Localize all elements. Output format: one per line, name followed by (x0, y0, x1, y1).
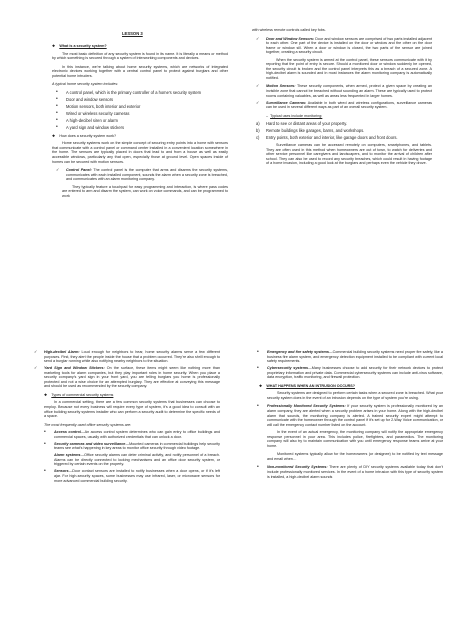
list-item (66, 168, 228, 182)
item-text: —Mounted cameras in commercial buildings help security teams see what’s happening in key areas to monitor office security through video footage. (54, 441, 221, 451)
item-label: Cybersecurity systems (267, 366, 309, 371)
item-label: Security cameras and video surveillance (54, 441, 126, 446)
item-text: On the surface, these items might seem like nothing more than marketing tools for alarm companies, but they play important roles in home security. When you place a security company’s yard sign in your front yard, you are telling burglars you home is professionally protected and not a wise choice for an attempted burglary. They are effective at conveying this message and should be used as recommended by the security company. (44, 366, 220, 389)
item-label: Emergency and fire safety systems (267, 350, 329, 354)
heading-text: WHAT HAPPENS WHEN AN INTRUSION OCCURS? (266, 383, 356, 388)
list-item: • A control panel, which is the primary controller of a home’s security system (66, 90, 228, 95)
list-item (266, 101, 432, 110)
paragraph: The most basic definition of any security system is found in its name. It is literally a means or method by which something is secured through a system of interworking components and devices. (52, 51, 228, 61)
list-item (54, 430, 220, 439)
list-item: • A yard sign and window stickers (66, 125, 228, 130)
item-label: Access control (54, 430, 81, 435)
item-text: These security components, when armed, protect a given space by creating an invisible zone that cannot be breached without sounding an alarm. These are typically used to protect rooms containing valuables, as well as areas less frequented in larger homes. (266, 84, 432, 98)
item-label: Control Panel: (66, 168, 92, 173)
item-text: There are plenty of DIY security systems available today that don’t include professionally monitored services. In the event of a home intrusion with this type of security system is installed, a high-decibel alarm sounds (267, 465, 443, 479)
diamond-bullet-icon: ❖ (259, 383, 263, 388)
item-text: Available in both wired and wireless configurations, surveillance cameras can be used in several different ways as part of an overall security system. (266, 100, 432, 110)
list-item: • Motion sensors, both interior and exterior (66, 104, 228, 109)
list-item (267, 465, 443, 479)
heading-text: What is a security system? (59, 44, 107, 48)
page-separator (0, 302, 474, 314)
heading-text: How does a security system work? (59, 133, 117, 138)
document-page-1 (0, 0, 474, 300)
list-item: • Wired or wireless security cameras (66, 111, 228, 116)
list-item (256, 121, 432, 127)
item-label: Alarm systems (54, 453, 81, 458)
component-details (30, 350, 220, 389)
list-item: • Door and window sensors (66, 97, 228, 102)
section-heading (30, 393, 220, 398)
diamond-bullet-icon: ❖ (52, 44, 56, 48)
item-text: Door and window sensors are comprised of two parts installed adjacent to each other. One part of the device is installed on the door or window and the other on the door frame or window sill. When a door or window is closed, the two parts of the sensor are joined together, creating a security circuit. (266, 36, 432, 55)
list-item (267, 350, 443, 364)
section-heading (253, 384, 443, 389)
component-details (252, 84, 432, 109)
paragraph: In a commercial setting, there are a few common security systems that businesses can choose to employ. Because not every business will require every type of system, it’s a good idea to consult with an office building security systems installer who can perform a security audit to determine the specific needs of a space. (44, 400, 220, 419)
paragraph: They typically feature a touchpad for easy programming and interaction, is where pass codes are entered to arm and disarm the system, can work on voice commands, and can be programmed to work (62, 184, 228, 198)
page2-left-column (30, 350, 220, 486)
list-item (54, 453, 220, 467)
heading-text: Types of commercial security systems (51, 392, 114, 397)
commercial-systems-list (253, 350, 443, 380)
item-label: Motion Sensors: (266, 84, 296, 89)
item-text: Hard to see or distant areas of your property. (266, 121, 348, 127)
list-item (44, 366, 220, 389)
monitoring-types-list (253, 465, 443, 479)
item-text: Entry points, both exterior and interior, like garage doors and front doors. (266, 135, 398, 141)
page1-left-column (52, 36, 228, 202)
list-item (54, 469, 220, 483)
section-heading (52, 44, 228, 49)
page1-right-column (252, 28, 432, 170)
item-marker: a) (256, 121, 260, 127)
list-title: The most frequently used office security systems are: (44, 422, 132, 427)
item-text: Remote buildings like garages, barns, and workshops. (266, 128, 365, 134)
item-label: Non-monitored Security Systems: (267, 465, 328, 470)
list-item (267, 366, 443, 380)
item-marker: b) (256, 128, 260, 134)
paragraph: Surveillance cameras can be accessed remotely on computers, smartphones, and tablets. They are often used in this method when homeowners are out of town, to watch for deliveries and other service personnel like caregivers and landscapers, and to monitor the arrival of children after school. They can also be used to record any security breaches, which could result in having footage of a home invasion, including a good look at the burglars and perhaps even the vehicle they drove. (266, 143, 432, 166)
item-label: Surveillance Cameras: (266, 100, 307, 105)
subheading (252, 114, 432, 119)
list-item (256, 135, 432, 141)
item-label: Professionally Monitored Security Systems: (267, 404, 346, 409)
paragraph: In the event of an actual emergency, the monitoring company will notify the appropriate emergency response personnel in your area. This includes police, firefighters, and paramedics. The monitoring company will also try to maintain communication with you until emergency response teams arrive at your home. (267, 430, 443, 448)
list-item (44, 350, 220, 364)
component-list (52, 90, 228, 130)
item-label: Door and Window Sensors: (266, 36, 315, 41)
paragraph: When the security system is armed at the control panel, these sensors communicate with it by reporting that the point of entry is secure. Should a monitored door or window suddenly be opened, the security circuit is broken and the control panel interprets this as a breach of a secured zone. A high-decibel alarm is sounded and in most instances the alarm monitoring company is automatically notified. (266, 57, 432, 80)
item-label: Sensors (54, 469, 69, 474)
item-text: If your security system is professionally monitored by an alarm company, they are alerted when a security problem arises in your home. Along with the high-decibel alarm that sounds, the monitoring company is alerted. A trained security expert might attempt to communicate with the homeowner through the control panel if it’s set up for 2-Way Voice communication, or will call the emergency contact number listed on the account. (267, 404, 444, 427)
paragraph: with wireless remote controls called key fobs. (252, 28, 326, 32)
page2-right-column (253, 350, 443, 482)
office-systems-list (30, 430, 220, 483)
item-text: —An access control system determines who can gain entry to office buildings and commercial spaces, usually with authorized credentials that can unlock a door. (54, 430, 220, 439)
component-details (252, 37, 432, 55)
paragraph: Monitored systems typically allow for the homeowners (or designee) to be notified by text message and email when… (267, 452, 443, 461)
paragraph: Home security systems work on the simple concept of securing entry points into a home with sensors that communicate with a control panel or command center installed in a convenient location somewhere in the home. The sensors are typically placed in doors that lead to and from a house as well as easily accessible windows, particularly any that open, especially those at ground level. Open spaces inside of homes can be secured with motion sensors. (52, 141, 228, 164)
list-item (267, 404, 443, 427)
lesson-title: LESSON 3 (122, 31, 143, 36)
list-item: • A high-decibel siren or alarm (66, 118, 228, 123)
list-item (266, 84, 432, 98)
item-text: Loud enough for neighbors to hear, home security alarms serve a few different purposes. First, they alert the people inside the house that a problem occurred. They’re also shrill enough to send a burglar running while also notifying nearby neighbors to the situation. (44, 350, 221, 364)
section-heading (52, 134, 228, 139)
item-label: Yard Sign and Window Stickers: (44, 366, 105, 371)
dash-bullet-icon: – (266, 113, 269, 118)
item-text: —Office security alarms can deter criminal activity, and notify personnel of a breach. Alarms can be directly connected to locking mechanisms and an office door security system, or triggered by certain events on the property. (54, 453, 220, 467)
list-item (256, 128, 432, 134)
monitoring-list (252, 121, 432, 140)
item-label: High-decibel Alarm: (44, 350, 80, 354)
control-panel-item (52, 168, 228, 182)
diamond-bullet-icon: ❖ (44, 392, 48, 397)
list-item (266, 37, 432, 55)
item-text: —Many businesses choose to add security for their network devices to protect proprietary information and private data. Commercial cybersecurity systems can include anti-virus software, data encryption, traffic monitoring, and firewall protection. (267, 366, 443, 380)
subheading-text: Typical uses include monitoring: (270, 113, 323, 118)
item-text: —Commercial building security systems need proper fire safety, like a business fire alarm system, and emergency detection equipment installed to be compliant with current local safety requirements. (267, 350, 443, 364)
list-title: A typical home security system includes: (52, 82, 119, 87)
item-text: —Door contact sensors are installed to notify businesses when a door opens, or if it’s left ajar. For high-security spaces, some businesses may use infrared, laser, or microwave sensors for more advanced commercial building security. (54, 469, 220, 483)
diamond-bullet-icon: ❖ (52, 133, 56, 138)
paragraph: Security systems are designed to perform certain tasks when a secured zone is breached. What your security system does in the event of an intrusion depends on the type of system you’re using. (267, 391, 443, 400)
paragraph: In this instance, we’re talking about home security systems, which are networks of integrated electronic devices working together with a central control panel to protect against burglars and other potential home intruders. (52, 64, 228, 78)
monitoring-types-list (253, 404, 443, 427)
item-marker: c) (256, 135, 260, 141)
list-item (54, 442, 220, 451)
item-text: The control panel is the computer that arms and disarms the security systems, communicates with each installed component, sounds the alarm when a security zone is breached, and communicates with an alarm monitoring company. (66, 168, 228, 182)
